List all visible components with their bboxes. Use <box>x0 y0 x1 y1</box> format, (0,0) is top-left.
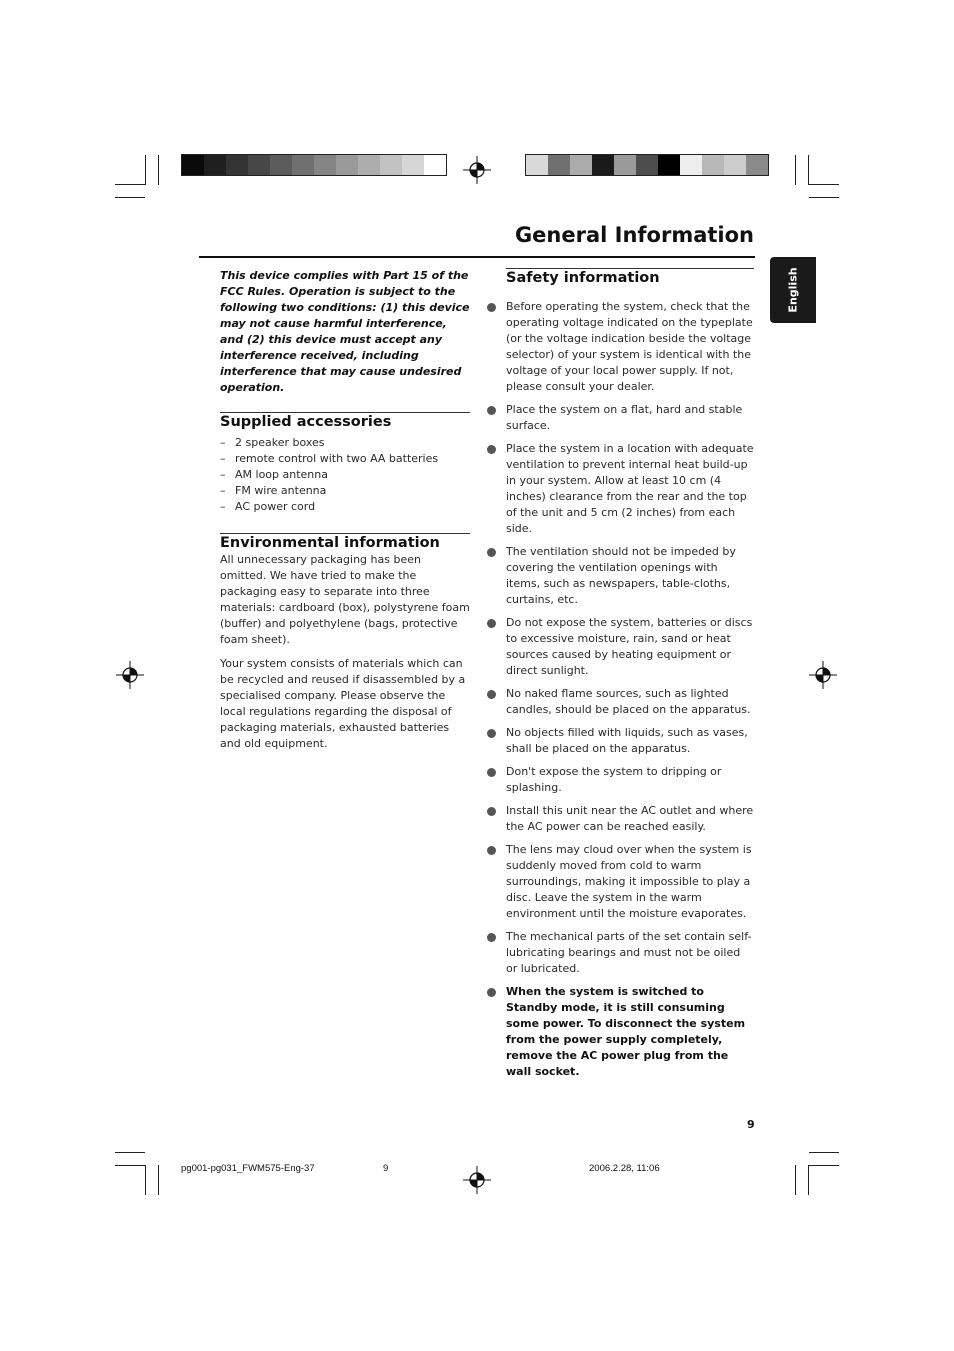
list-item: – AC power cord <box>220 499 470 515</box>
color-swatch <box>548 155 570 175</box>
list-item-text: When the system is switched to Standby mode, it is still consuming some power. To disconnect the system from the power supply completely, remove the AC power plug from the wall socket. <box>506 985 746 1078</box>
list-item-text: No naked flame sources, such as lighted candles, should be placed on the apparatus. <box>506 687 751 716</box>
bullet-icon <box>487 445 496 454</box>
color-swatch <box>680 155 702 175</box>
bullet-icon <box>487 933 496 942</box>
color-bar-left <box>181 154 447 176</box>
list-item-text: Before operating the system, check that the operating voltage indicated on the typeplate (or the voltage indication beside the voltage selector) of your system is identical with the voltage of your local power supply. If not, please consult your dealer. <box>506 300 753 393</box>
left-column <box>220 268 470 760</box>
color-swatch <box>424 155 446 175</box>
color-swatch <box>592 155 614 175</box>
color-swatch <box>358 155 380 175</box>
color-swatch <box>226 155 248 175</box>
list-item <box>486 441 754 537</box>
color-swatch <box>614 155 636 175</box>
list-item: – 2 speaker boxes <box>220 435 470 451</box>
footer-timestamp: 2006.2.28, 11:06 <box>589 1163 660 1174</box>
fcc-notice: This device complies with Part 15 of the FCC Rules. Operation is subject to the following two conditions: (1) this device may not cause harmful interference, and (2) this device must accept any interference received, including interference that may cause undesired operation. <box>220 269 470 394</box>
language-tab-label: English <box>786 267 800 313</box>
list-item <box>486 764 754 796</box>
color-swatch <box>702 155 724 175</box>
list-item: – remote control with two AA batteries <box>220 451 470 467</box>
list-item: – AM loop antenna <box>220 467 470 483</box>
color-swatch <box>658 155 680 175</box>
list-item-text: No objects filled with liquids, such as vases, shall be placed on the apparatus. <box>506 726 748 755</box>
bullet-icon <box>487 807 496 816</box>
bullet-icon <box>487 729 496 738</box>
list-item <box>486 402 754 434</box>
list-item-text: Do not expose the system, batteries or discs to excessive moisture, rain, sand or heat sources caused by heating equipment or direct sunlight. <box>506 616 753 677</box>
list-item <box>486 615 754 679</box>
language-tab <box>770 257 816 323</box>
environmental-information-heading: Environmental information <box>220 533 470 552</box>
color-swatch <box>182 155 204 175</box>
color-swatch <box>526 155 548 175</box>
color-swatch <box>314 155 336 175</box>
registration-mark-icon <box>463 1166 491 1194</box>
color-swatch <box>636 155 658 175</box>
list-item <box>486 686 754 718</box>
bullet-icon <box>487 303 496 312</box>
list-item <box>486 984 754 1080</box>
list-item-text: Don't expose the system to dripping or splashing. <box>506 765 722 794</box>
registration-mark-icon <box>116 661 144 689</box>
footer-page: 9 <box>383 1163 389 1174</box>
list-item-text: The ventilation should not be impeded by covering the ventilation openings with items, such as newspapers, table-cloths, curtains, etc. <box>506 545 736 606</box>
list-item <box>486 803 754 835</box>
bullet-icon <box>487 768 496 777</box>
color-swatch <box>402 155 424 175</box>
color-swatch <box>336 155 358 175</box>
bullet-icon <box>487 548 496 557</box>
safety-information-heading: Safety information <box>506 268 754 287</box>
list-item <box>486 725 754 757</box>
right-column <box>486 268 754 1087</box>
title-rule <box>199 256 755 258</box>
page-number: 9 <box>747 1118 755 1131</box>
registration-mark-icon <box>809 661 837 689</box>
bullet-icon <box>487 619 496 628</box>
environmental-paragraph: Your system consists of materials which can be recycled and reused if disassembled by a specialised company. Please observe the local regulations regarding the disposal of packaging materials, exhausted batteries and old equipment. <box>220 657 466 750</box>
list-item <box>486 842 754 922</box>
color-swatch <box>380 155 402 175</box>
list-item-text: The lens may cloud over when the system is suddenly moved from cold to warm surroundings, making it impossible to play a disc. Leave the system in the warm environment until the moisture evaporates. <box>506 843 752 920</box>
bullet-icon <box>487 690 496 699</box>
color-swatch <box>724 155 746 175</box>
list-item-text: Place the system on a flat, hard and stable surface. <box>506 403 743 432</box>
list-item <box>486 299 754 395</box>
color-swatch <box>292 155 314 175</box>
supplied-accessories-heading: Supplied accessories <box>220 412 470 431</box>
color-swatch <box>270 155 292 175</box>
list-item-text: Place the system in a location with adequate ventilation to prevent internal heat build-up in your system. Allow at least 10 cm (4 inches) clearance from the rear and the top of the unit and 5 cm (2 inches) from each side. <box>506 442 754 535</box>
environmental-paragraph: All unnecessary packaging has been omitted. We have tried to make the packaging easy to separate into three materials: cardboard (box), polystyrene foam (buffer) and polyethylene (bags, protective foam sheet). <box>220 553 470 646</box>
list-item-text: Install this unit near the AC outlet and where the AC power can be reached easily. <box>506 804 754 833</box>
list-item <box>486 544 754 608</box>
color-swatch <box>248 155 270 175</box>
color-swatch <box>746 155 768 175</box>
footer-filename: pg001-pg031_FWM575-Eng-37 <box>181 1163 315 1174</box>
color-swatch <box>570 155 592 175</box>
list-item <box>486 929 754 977</box>
bullet-icon <box>487 406 496 415</box>
color-bar-right <box>525 154 769 176</box>
page-title: General Information <box>514 223 754 247</box>
bullet-icon <box>487 988 496 997</box>
color-swatch <box>204 155 226 175</box>
list-item: – FM wire antenna <box>220 483 470 499</box>
safety-list <box>486 299 754 1080</box>
list-item-text: The mechanical parts of the set contain self-lubricating bearings and must not be oiled or lubricated. <box>506 930 752 975</box>
registration-mark-icon <box>463 156 491 184</box>
supplied-accessories-list <box>220 435 470 515</box>
bullet-icon <box>487 846 496 855</box>
